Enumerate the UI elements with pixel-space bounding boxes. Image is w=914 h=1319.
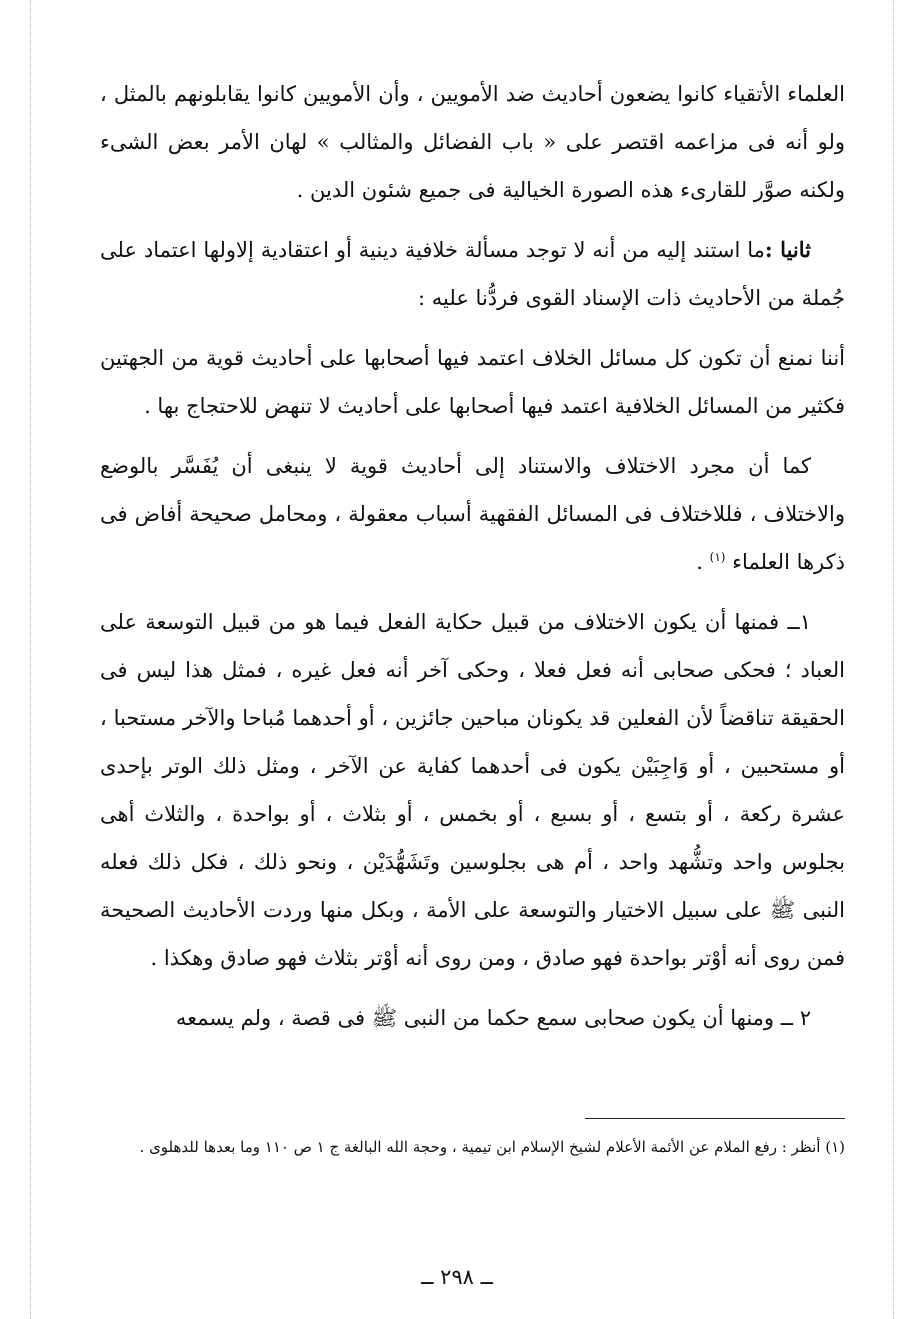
footnote-divider [585, 1118, 845, 1119]
page-body [100, 70, 845, 1054]
paragraph-2 [100, 226, 845, 322]
paragraph-4: كما أن مجرد الاختلاف والاستناد إلى أحاديث قوية لا ينبغى أن يُفَسَّر بالوضع والاختلاف ، فللاختلاف فى المسائل الفقهية أسباب معقولة ، ومحامل صحيحة أفاض فى ذكرها العلماء $^{(١)}$ . [100, 454, 845, 574]
footnote-text: (١) أنظر : رفع الملام عن الأئمة الأعلام لشيخ الإسلام ابن تيمية ، وحجة الله البالغة ج ١ ص ١١٠ وما بعدها للدهلوى . [139, 1138, 845, 1156]
paragraph-3: أننا نمنع أن تكون كل مسائل الخلاف اعتمد فيها أصحابها على أحاديث قوية من الجهتين فكثير من المسائل الخلافية اعتمد فيها أصحابها على أحاديث لا تنهض للاحتجاج بها . [100, 346, 845, 418]
paragraph-6: ٢ ــ ومنها أن يكون صحابى سمع حكما من النبى ﷺ فى قصة ، ولم يسمعه [175, 1006, 811, 1030]
paragraph-1: العلماء الأتقياء كانوا يضعون أحاديث ضد الأمويين ، وأن الأمويين كانوا يقابلونهم بالمثل ، ولو أنه فى مزاعمه اقتصر على « باب الفضائل والمثالب » لهان الأمر بعض الشىء ولكنه صوَّر للقارىء هذه الصورة الخيالية فى جميع شئون الدين . [100, 82, 845, 202]
paragraph-2-text: ما استند إليه من أنه لا توجد مسألة خلافية دينية أو اعتقادية إلاولها اعتماد على جُملة من الأحاديث ذات الإسناد القوى فردُّنا عليه : [100, 238, 845, 310]
left-margin-guide [30, 0, 31, 1319]
right-margin-guide [893, 0, 894, 1319]
paragraph-2-lead: ثانيا : [764, 237, 811, 262]
paragraph-4-text: كما أن مجرد الاختلاف والاستناد إلى أحاديث قوية لا ينبغى أن يُفَسَّر بالوضع والاختلاف ، فللاختلاف فى المسائل الفقهية أسباب معقولة ، ومحامل صحيحة أفاض فى ذكرها العلماء [100, 454, 845, 574]
page-number: ــ ٢٩٨ ــ [421, 1265, 493, 1289]
footnote-reference: (١) [709, 550, 726, 564]
paragraph-5: ١ــ فمنها أن يكون الاختلاف من قبيل حكاية الفعل فيما هو من قبيل التوسعة على العباد ؛ فحكى صحابى أنه فعل فعلا ، وحكى آخر أنه فعل غيره ، فمثل هذا ليس فى الحقيقة تناقضاً لأن الفعلين قد يكونان مباحين جائزين ، أو أحدهما مُباحا والآخر مستحبا ، أو مستحبين ، أو وَاجِبَيْن يكون فى أحدهما كفاية عن الآخر ، ومثل ذلك الوتر بإحدى عشرة ركعة ، أو بتسع ، أو بسبع ، أو بخمس ، أو بثلاث ، أو بواحدة ، والثلاث أهى بجلوس واحد وتشُّهد واحد ، أم هى بجلوسين وتَشَهُّدَيْن ، ونحو ذلك ، فكل ذلك فعله النبى ﷺ على سبيل الاختيار والتوسعة على الأمة ، وبكل منها وردت الأحاديث الصحيحة فمن روى أنه أوْتر بواحدة فهو صادق ، ومن روى أنه أوْتر بثلاث فهو صادق وهكذا . [100, 610, 845, 970]
